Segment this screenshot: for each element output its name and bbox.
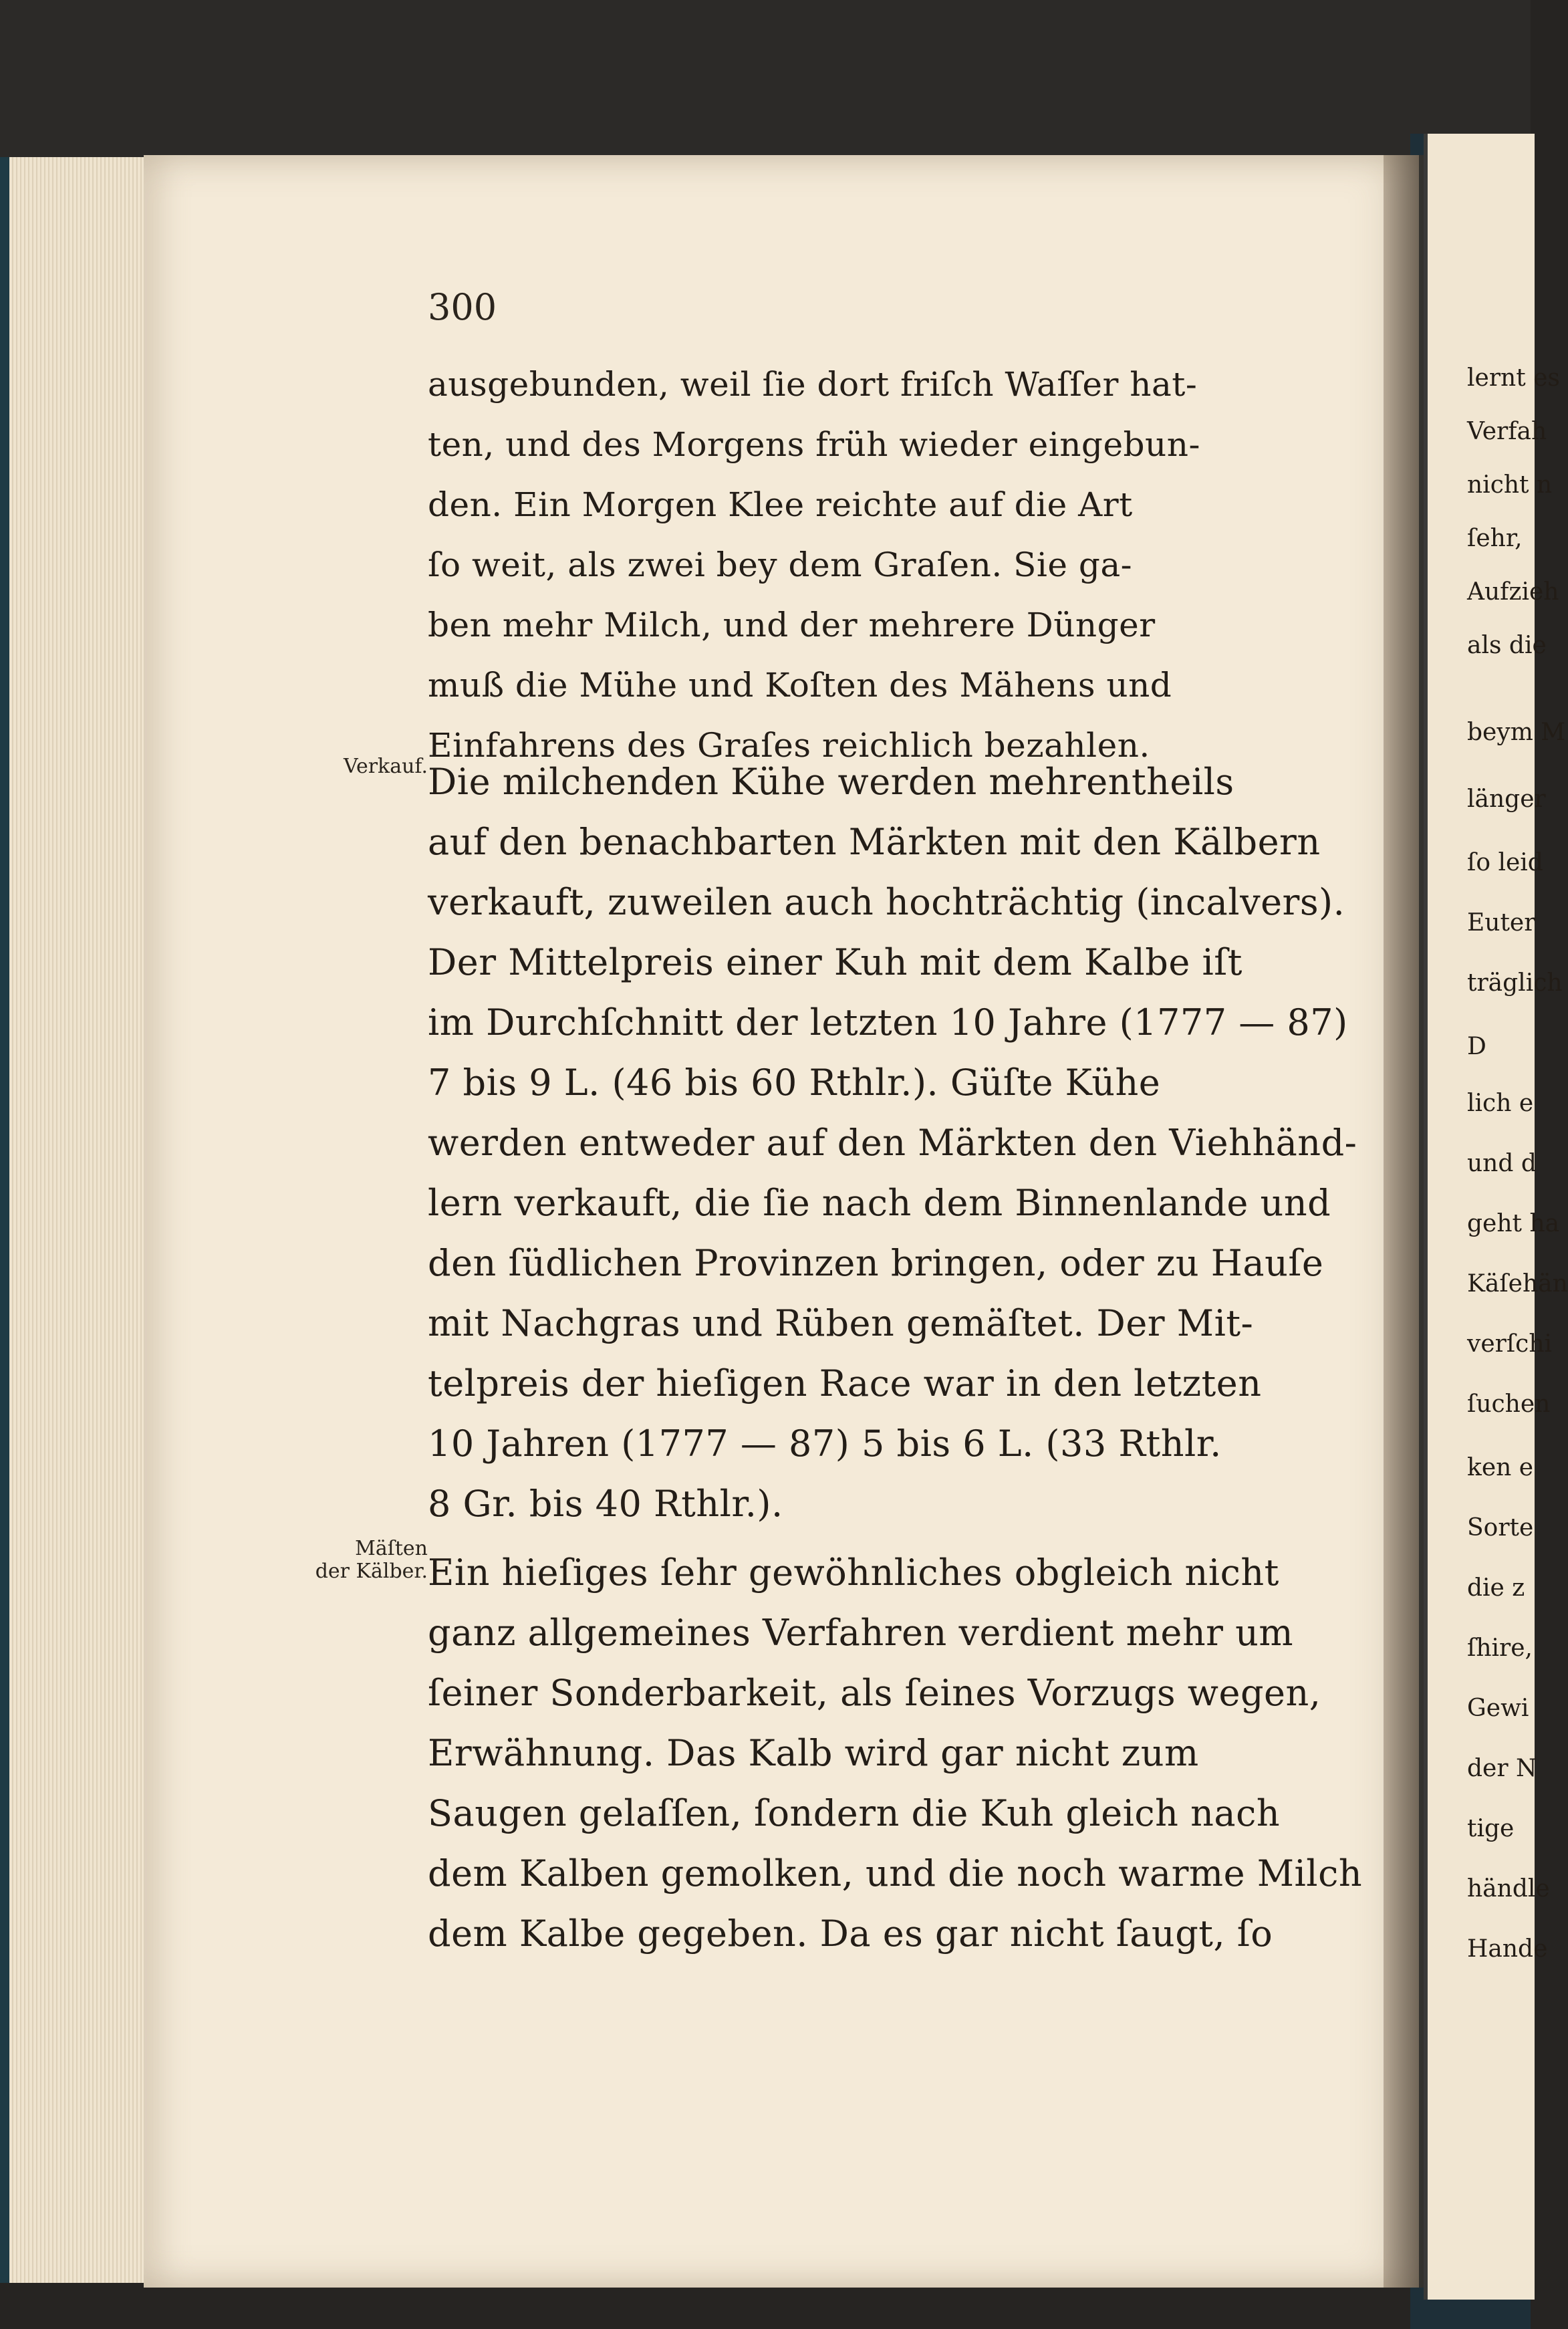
facing-line: Verfah bbox=[1467, 418, 1547, 445]
text-line: telpreis der hieſigen Race war in den letzten bbox=[428, 1362, 1262, 1404]
paragraph-3 bbox=[428, 1543, 1363, 1964]
facing-line: länger bbox=[1467, 785, 1546, 813]
facing-line: Hande bbox=[1467, 1935, 1548, 1963]
text-line: 8 Gr. bis 40 Rthlr.). bbox=[428, 1483, 783, 1525]
facing-line: ken e bbox=[1467, 1454, 1534, 1481]
facing-line: beym M bbox=[1467, 719, 1566, 746]
margin-note-line: Verkauf. bbox=[344, 755, 428, 778]
paragraph-2 bbox=[428, 752, 1357, 1534]
text-line: Ein hieſiges ſehr gewöhnliches obgleich nicht bbox=[428, 1552, 1279, 1594]
text-line: verkauft, zuweilen auch hochträchtig (incalvers). bbox=[428, 881, 1345, 923]
facing-line: die z bbox=[1467, 1574, 1525, 1602]
facing-line: lich e bbox=[1467, 1090, 1534, 1117]
facing-line: Aufzieh bbox=[1467, 578, 1559, 606]
facing-line: Sorte bbox=[1467, 1514, 1534, 1542]
text-line: ganz allgemeines Verfahren verdient mehr um bbox=[428, 1612, 1294, 1654]
text-line: den ſüdlichen Provinzen bringen, oder zu Hauſe bbox=[428, 1242, 1324, 1284]
facing-line: ſhire, bbox=[1467, 1634, 1533, 1662]
text-line: ben mehr Milch, und der mehrere Dünger bbox=[428, 606, 1156, 644]
facing-line: lernt es bbox=[1467, 364, 1560, 392]
text-line: auf den benachbarten Märkten mit den Kälbern bbox=[428, 821, 1321, 863]
text-line: Die milchenden Kühe werden mehrentheils bbox=[428, 761, 1234, 803]
page-gutter bbox=[1384, 155, 1424, 2288]
page-number: 300 bbox=[428, 286, 497, 328]
facing-line: händle bbox=[1467, 1875, 1550, 1903]
text-line: werden entweder auf den Märkten den Viehhänd- bbox=[428, 1122, 1357, 1164]
text-line: lern verkauft, die ſie nach dem Binnenlande und bbox=[428, 1182, 1331, 1224]
facing-line: Euter bbox=[1467, 909, 1536, 937]
facing-line: tige bbox=[1467, 1815, 1515, 1842]
text-line: 7 bis 9 L. (46 bis 60 Rthlr.). Güſte Kühe bbox=[428, 1062, 1161, 1104]
facing-line: der N bbox=[1467, 1755, 1537, 1782]
text-line: ausgebunden, weil ſie dort friſch Waſſer hat- bbox=[428, 365, 1198, 404]
facing-line: ſuchen bbox=[1467, 1390, 1551, 1418]
text-line: den. Ein Morgen Klee reichte auf die Art bbox=[428, 485, 1133, 524]
facing-line: Käſehän bbox=[1467, 1270, 1568, 1298]
text-line: Einfahrens des Graſes reichlich bezahlen. bbox=[428, 726, 1150, 765]
margin-note-verkauf bbox=[281, 755, 428, 778]
facing-line: als die bbox=[1467, 632, 1547, 659]
facing-line: Gewi bbox=[1467, 1695, 1529, 1722]
text-line: Saugen gelaſſen, ſondern die Kuh gleich nach bbox=[428, 1792, 1281, 1834]
facing-line: träglich bbox=[1467, 969, 1563, 997]
text-line: Erwähnung. Das Kalb wird gar nicht zum bbox=[428, 1732, 1199, 1774]
facing-line: ſo leid bbox=[1467, 849, 1543, 876]
text-line: mit Nachgras und Rüben gemäſtet. Der Mit- bbox=[428, 1302, 1254, 1344]
text-line: im Durchſchnitt der letzten 10 Jahre (1777 — 87) bbox=[428, 1001, 1348, 1044]
facing-line: verſchi bbox=[1467, 1330, 1553, 1358]
text-line: 10 Jahren (1777 — 87) 5 bis 6 L. (33 Rthlr. bbox=[428, 1423, 1222, 1465]
text-line: Der Mittelpreis einer Kuh mit dem Kalbe iſt bbox=[428, 941, 1243, 983]
text-line: muß die Mühe und Koſten des Mähens und bbox=[428, 666, 1172, 705]
margin-note-line: Mäſten bbox=[355, 1537, 428, 1560]
text-line: ſeiner Sonderbarkeit, als ſeines Vorzugs wegen, bbox=[428, 1672, 1321, 1714]
facing-line: nicht n bbox=[1467, 471, 1553, 499]
facing-line: ſehr, bbox=[1467, 525, 1523, 552]
text-line: dem Kalbe gegeben. Da es gar nicht ſaugt, ſo bbox=[428, 1913, 1273, 1955]
text-line: dem Kalben gemolken, und die noch warme Milch bbox=[428, 1852, 1363, 1894]
margin-note-maesten bbox=[281, 1538, 428, 1583]
text-line: ſo weit, als zwei bey dem Graſen. Sie ga- bbox=[428, 545, 1133, 584]
facing-line: und d bbox=[1467, 1150, 1537, 1177]
facing-line: geht ha bbox=[1467, 1210, 1560, 1237]
paragraph-1 bbox=[428, 354, 1297, 775]
margin-note-line: der Kälber. bbox=[315, 1560, 428, 1583]
facing-line: D bbox=[1467, 1033, 1486, 1060]
background-top bbox=[0, 0, 1531, 157]
page-edges bbox=[0, 157, 163, 2283]
text-line: ten, und des Morgens früh wieder eingebun- bbox=[428, 425, 1200, 464]
